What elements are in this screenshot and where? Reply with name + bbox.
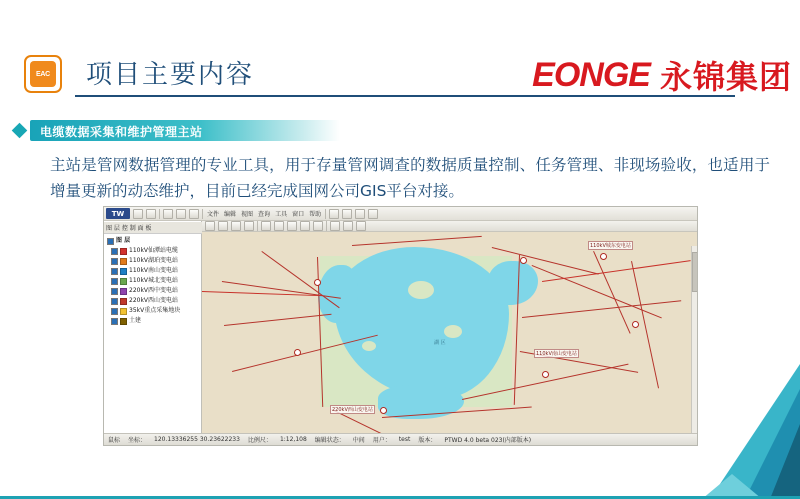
toolbar-button-save[interactable] bbox=[146, 209, 156, 219]
layer-label: 110kV城北变电站 bbox=[129, 277, 179, 284]
map-island-2 bbox=[444, 325, 462, 338]
station-node[interactable] bbox=[294, 349, 301, 356]
map-label-station-xishan: 220kV西山变电站 bbox=[332, 407, 373, 413]
toolbar-button-open[interactable] bbox=[133, 209, 143, 219]
toolbar-separator bbox=[202, 209, 203, 219]
map-label-station-nanshan: 110kV南山变电站 bbox=[536, 351, 577, 357]
layer-label: 220kV西中变电站 bbox=[129, 287, 179, 294]
status-bar bbox=[104, 433, 697, 445]
station-node[interactable] bbox=[520, 257, 527, 264]
toolbar-button-zoom-in[interactable] bbox=[163, 209, 173, 219]
layer-label: 220kV西山变电站 bbox=[129, 297, 179, 304]
list-item[interactable] bbox=[106, 296, 201, 306]
checkbox-icon[interactable] bbox=[107, 238, 114, 245]
station-node[interactable] bbox=[542, 371, 549, 378]
toolbar-separator bbox=[325, 209, 326, 219]
scrollbar-thumb[interactable] bbox=[692, 252, 698, 292]
checkbox-icon[interactable] bbox=[111, 298, 118, 305]
layer-color-swatch-icon bbox=[120, 268, 127, 275]
map-urban-area-west bbox=[202, 232, 320, 433]
body-paragraph: 主站是管网数据管理的专业工具，用于存量管网调查的数据质量控制、任务管理、非现场验收，也适用于增量更新的动态维护，目前已经完成国网公司GIS平台对接。 bbox=[50, 156, 770, 200]
map-button-add-point[interactable] bbox=[300, 221, 310, 231]
menu-item-edit[interactable]: 编辑 bbox=[224, 211, 237, 218]
application-screenshot bbox=[103, 206, 698, 446]
status-mode-label: 编辑状态： bbox=[314, 437, 345, 444]
map-button-measure-area[interactable] bbox=[287, 221, 297, 231]
checkbox-icon[interactable] bbox=[111, 318, 118, 325]
menu-item-query[interactable]: 查询 bbox=[258, 211, 271, 218]
checkbox-icon[interactable] bbox=[111, 308, 118, 315]
layer-color-swatch-icon bbox=[120, 258, 127, 265]
layer-label: 110kV仙潭站电缆 bbox=[129, 247, 179, 254]
app-logo-icon: TW bbox=[106, 208, 130, 219]
layer-label: 35kV重点采集地块 bbox=[129, 307, 181, 314]
slide-header bbox=[0, 0, 800, 120]
menu-item-tools[interactable]: 工具 bbox=[275, 211, 288, 218]
map-island-1 bbox=[408, 281, 434, 299]
brand-name-cn: 永锦集团 bbox=[659, 58, 792, 96]
station-node[interactable] bbox=[600, 253, 607, 260]
map-button-zoom-out[interactable] bbox=[218, 221, 228, 231]
toolbar-button-select[interactable] bbox=[342, 209, 352, 219]
map-button-measure-distance[interactable] bbox=[274, 221, 284, 231]
station-node[interactable] bbox=[314, 279, 321, 286]
list-item[interactable] bbox=[106, 276, 201, 286]
status-user-value: test bbox=[398, 436, 411, 443]
status-user-label: 用户： bbox=[372, 437, 391, 444]
decoration-shapes-icon bbox=[650, 354, 800, 499]
layer-color-swatch-icon bbox=[120, 278, 127, 285]
layers-panel[interactable] bbox=[104, 221, 202, 433]
page-title: 项目主要内容 bbox=[86, 60, 255, 90]
status-coords-label: 坐标： bbox=[128, 437, 147, 444]
checkbox-icon[interactable] bbox=[111, 268, 118, 275]
toolbar-separator bbox=[159, 209, 160, 219]
app-toolbar[interactable] bbox=[104, 207, 697, 221]
layers-panel-header: 图 层 控 制 面 板 bbox=[104, 222, 202, 234]
layer-label: 土建 bbox=[129, 317, 142, 324]
map-button-add-line[interactable] bbox=[313, 221, 323, 231]
corner-decoration bbox=[650, 354, 800, 499]
list-item[interactable] bbox=[106, 246, 201, 256]
checkbox-icon[interactable] bbox=[111, 248, 118, 255]
map-button-label[interactable] bbox=[330, 221, 340, 231]
station-node[interactable] bbox=[632, 321, 639, 328]
map-toolbar[interactable] bbox=[202, 221, 698, 232]
brand-name-en: EONGE bbox=[532, 55, 650, 94]
layer-color-swatch-icon bbox=[120, 298, 127, 305]
logo-inner-mark: EAC bbox=[30, 61, 56, 87]
status-coords-value: 120.13336255 30.23622233 bbox=[154, 436, 240, 443]
list-item[interactable] bbox=[106, 316, 201, 326]
toolbar-button-print[interactable] bbox=[368, 209, 378, 219]
map-button-full-extent[interactable] bbox=[244, 221, 254, 231]
map-button-select-feature[interactable] bbox=[261, 221, 271, 231]
status-mode-value: 中间 bbox=[352, 437, 365, 444]
layer-label: 110kV南山变电站 bbox=[129, 267, 179, 274]
status-mouse-label: 鼠标 bbox=[108, 437, 121, 444]
map-button-refresh[interactable] bbox=[343, 221, 353, 231]
toolbar-button-zoom-out[interactable] bbox=[176, 209, 186, 219]
map-button-layers[interactable] bbox=[356, 221, 366, 231]
checkbox-icon[interactable] bbox=[111, 278, 118, 285]
station-node[interactable] bbox=[380, 407, 387, 414]
list-item[interactable] bbox=[106, 306, 201, 316]
toolbar-separator bbox=[257, 221, 258, 231]
status-version-value: PTWD 4.0 beta 023(内部版本) bbox=[444, 437, 532, 444]
menu-item-window[interactable]: 窗口 bbox=[292, 211, 305, 218]
company-logo-icon bbox=[24, 55, 62, 93]
layer-color-swatch-icon bbox=[120, 288, 127, 295]
subtitle-label: 电缆数据采集和维护管理主站 bbox=[40, 125, 203, 139]
layer-root-label: 图 层 bbox=[116, 237, 131, 244]
layer-color-swatch-icon bbox=[120, 248, 127, 255]
diamond-bullet-icon bbox=[12, 123, 28, 139]
checkbox-icon[interactable] bbox=[111, 288, 118, 295]
brand-lockup bbox=[532, 52, 792, 98]
menu-item-help[interactable]: 帮助 bbox=[309, 211, 322, 218]
menu-item-view[interactable]: 视图 bbox=[241, 211, 254, 218]
status-scale-value: 1:12,108 bbox=[279, 436, 307, 443]
menu-item-file[interactable]: 文件 bbox=[207, 211, 220, 218]
status-scale-label: 比例尺： bbox=[247, 437, 272, 444]
status-version-label: 版本： bbox=[418, 437, 437, 444]
toolbar-button-measure[interactable] bbox=[329, 209, 339, 219]
layer-color-swatch-icon bbox=[120, 318, 127, 325]
map-canvas[interactable] bbox=[202, 221, 698, 433]
toolbar-button-identify[interactable] bbox=[355, 209, 365, 219]
toolbar-separator bbox=[326, 221, 327, 231]
map-island-3 bbox=[362, 341, 376, 351]
map-button-pan[interactable] bbox=[231, 221, 241, 231]
list-item[interactable] bbox=[106, 266, 201, 276]
layer-label: 110kV湖珀变电站 bbox=[129, 257, 179, 264]
list-item[interactable] bbox=[106, 286, 201, 296]
checkbox-icon[interactable] bbox=[111, 258, 118, 265]
layer-color-swatch-icon bbox=[120, 308, 127, 315]
map-label-lake: 湖 区 bbox=[434, 340, 446, 346]
list-item[interactable] bbox=[106, 256, 201, 266]
map-label-station-east: 110kV城东变电站 bbox=[590, 243, 631, 249]
layer-tree-root[interactable] bbox=[106, 236, 201, 246]
map-button-zoom-in[interactable] bbox=[205, 221, 215, 231]
toolbar-button-pan[interactable] bbox=[189, 209, 199, 219]
section-subtitle bbox=[14, 120, 374, 142]
